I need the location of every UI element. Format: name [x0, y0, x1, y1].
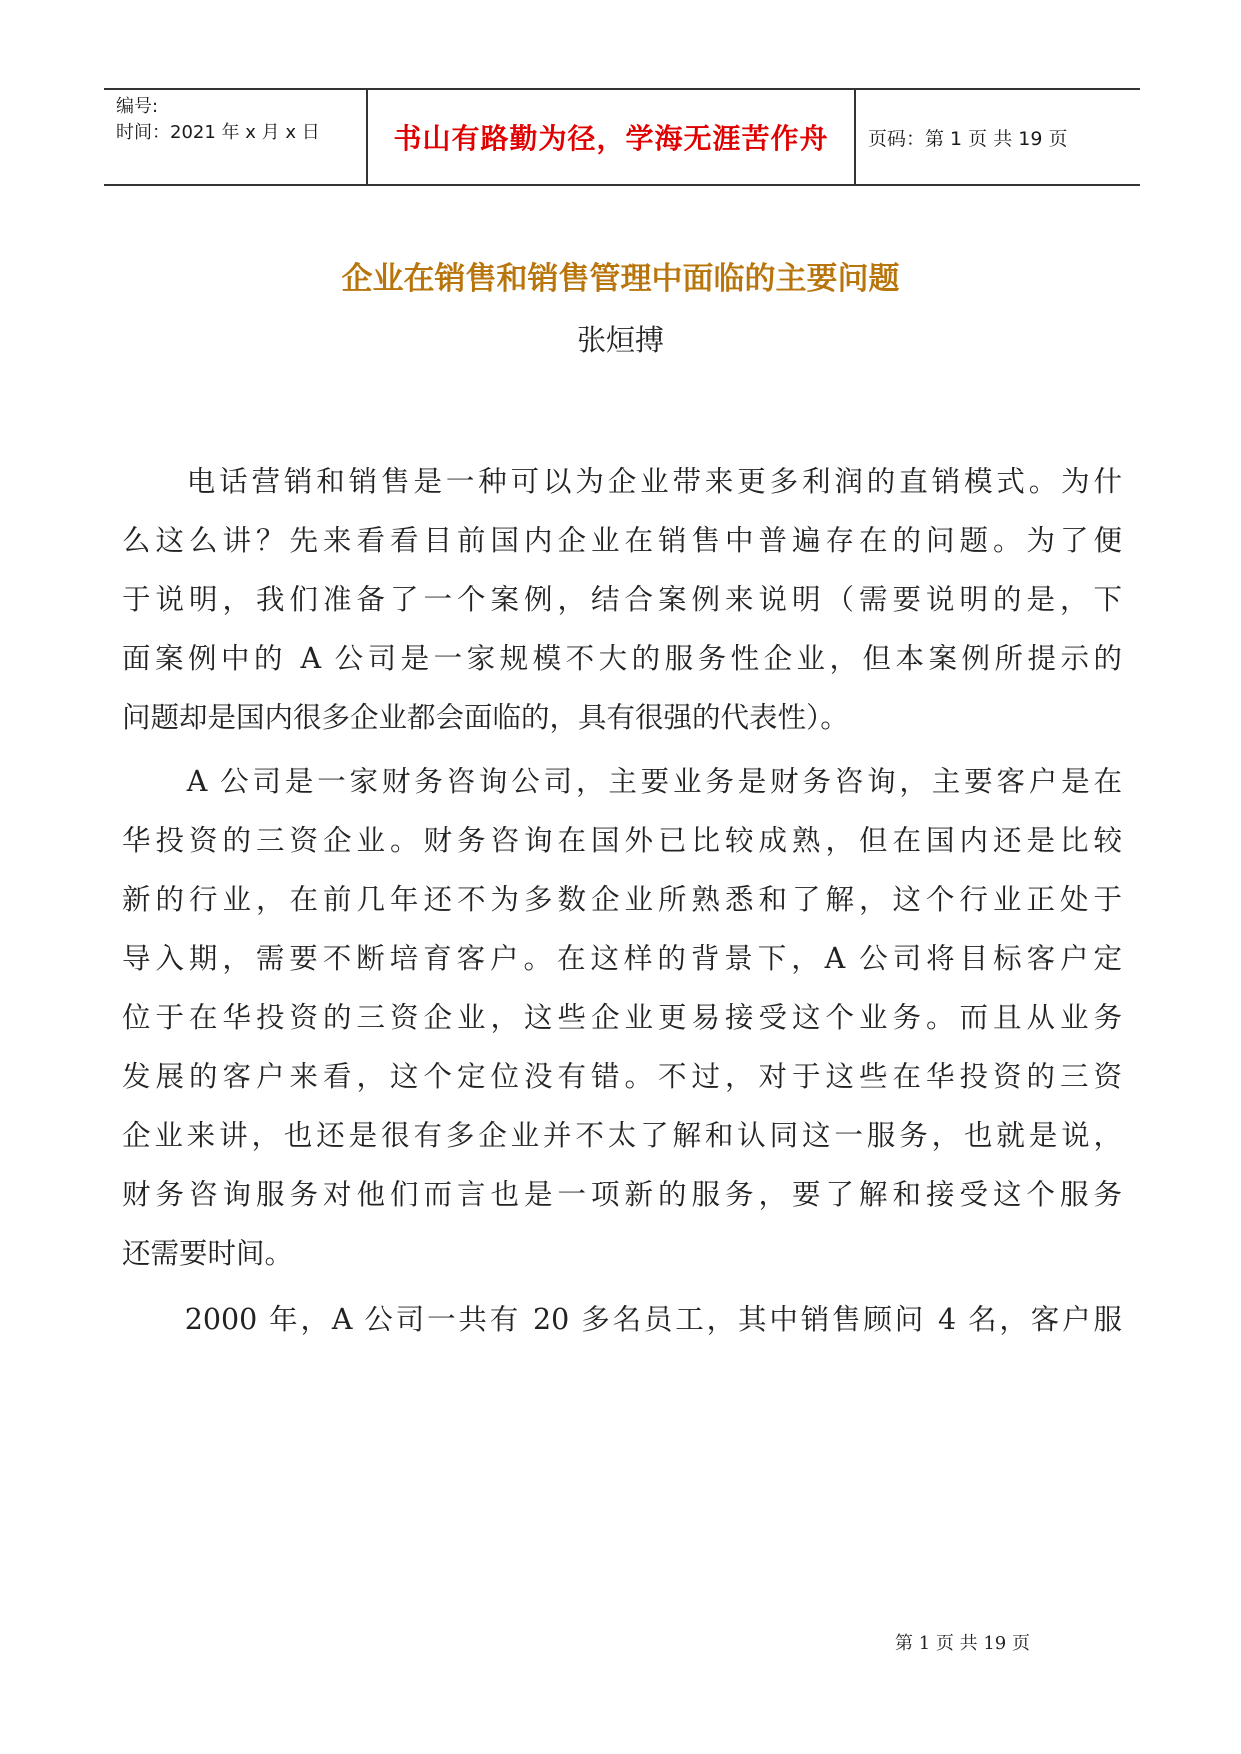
motto-text: 书山有路勤为径，学海无涯苦作舟	[393, 122, 829, 155]
paragraph-line: A 公司是一家财务咨询公司，主要业务是财务咨询，主要客户是在	[122, 765, 1122, 798]
paragraph-line: 企业来讲，也还是很有多企业并不太了解和认同这一服务，也就是说，	[122, 1119, 1122, 1152]
header-meta	[116, 90, 366, 184]
paragraph-line: 新的行业，在前几年还不为多数企业所熟悉和了解，这个行业正处于	[122, 883, 1122, 916]
paragraph-line: 位于在华投资的三资企业，这些企业更易接受这个业务。而且从业务	[122, 1001, 1122, 1034]
page-header	[104, 88, 1140, 186]
code-label: 编号:	[116, 96, 159, 117]
page-footer: 第 1 页 共 19 页	[895, 1633, 1030, 1654]
paragraph-line: 面案例中的 A 公司是一家规模不大的服务性企业，但本案例所提示的	[122, 642, 1122, 675]
page-number-label: 页码：第 1 页 共 19 页	[868, 127, 1068, 150]
header-motto-cell	[366, 90, 856, 184]
paragraph-line: 于说明，我们准备了一个案例，结合案例来说明（需要说明的是，下	[122, 583, 1122, 616]
paragraph-3	[122, 1290, 1122, 1349]
paragraph-line: 发展的客户来看，这个定位没有错。不过，对于这些在华投资的三资	[122, 1060, 1122, 1093]
paragraph-line: 电话营销和销售是一种可以为企业带来更多利润的直销模式。为什	[122, 465, 1122, 498]
paragraph-1	[122, 452, 1122, 747]
paragraph-line: 财务咨询服务对他们而言也是一项新的服务，要了解和接受这个服务	[122, 1178, 1122, 1211]
paragraph-line: 2000 年，A 公司一共有 20 多名员工，其中销售顾问 4 名，客户服	[122, 1303, 1122, 1336]
paragraph-line: 导入期，需要不断培育客户。在这样的背景下，A 公司将目标客户定	[122, 942, 1122, 975]
paragraph-line: 还需要时间。	[122, 1237, 294, 1270]
paragraph-2	[122, 752, 1122, 1283]
paragraph-line: 问题却是国内很多企业都会面临的，具有很强的代表性）。	[122, 701, 849, 734]
document-title: 企业在销售和销售管理中面临的主要问题	[341, 261, 900, 297]
document-author: 张烜搏	[576, 323, 664, 357]
paragraph-line: 么这么讲？先来看看目前国内企业在销售中普遍存在的问题。为了便	[122, 524, 1122, 557]
header-page-cell	[854, 90, 1140, 184]
time-label: 时间：2021 年 x 月 x 日	[116, 122, 320, 143]
paragraph-line: 华投资的三资企业。财务咨询在国外已比较成熟，但在国内还是比较	[122, 824, 1122, 857]
